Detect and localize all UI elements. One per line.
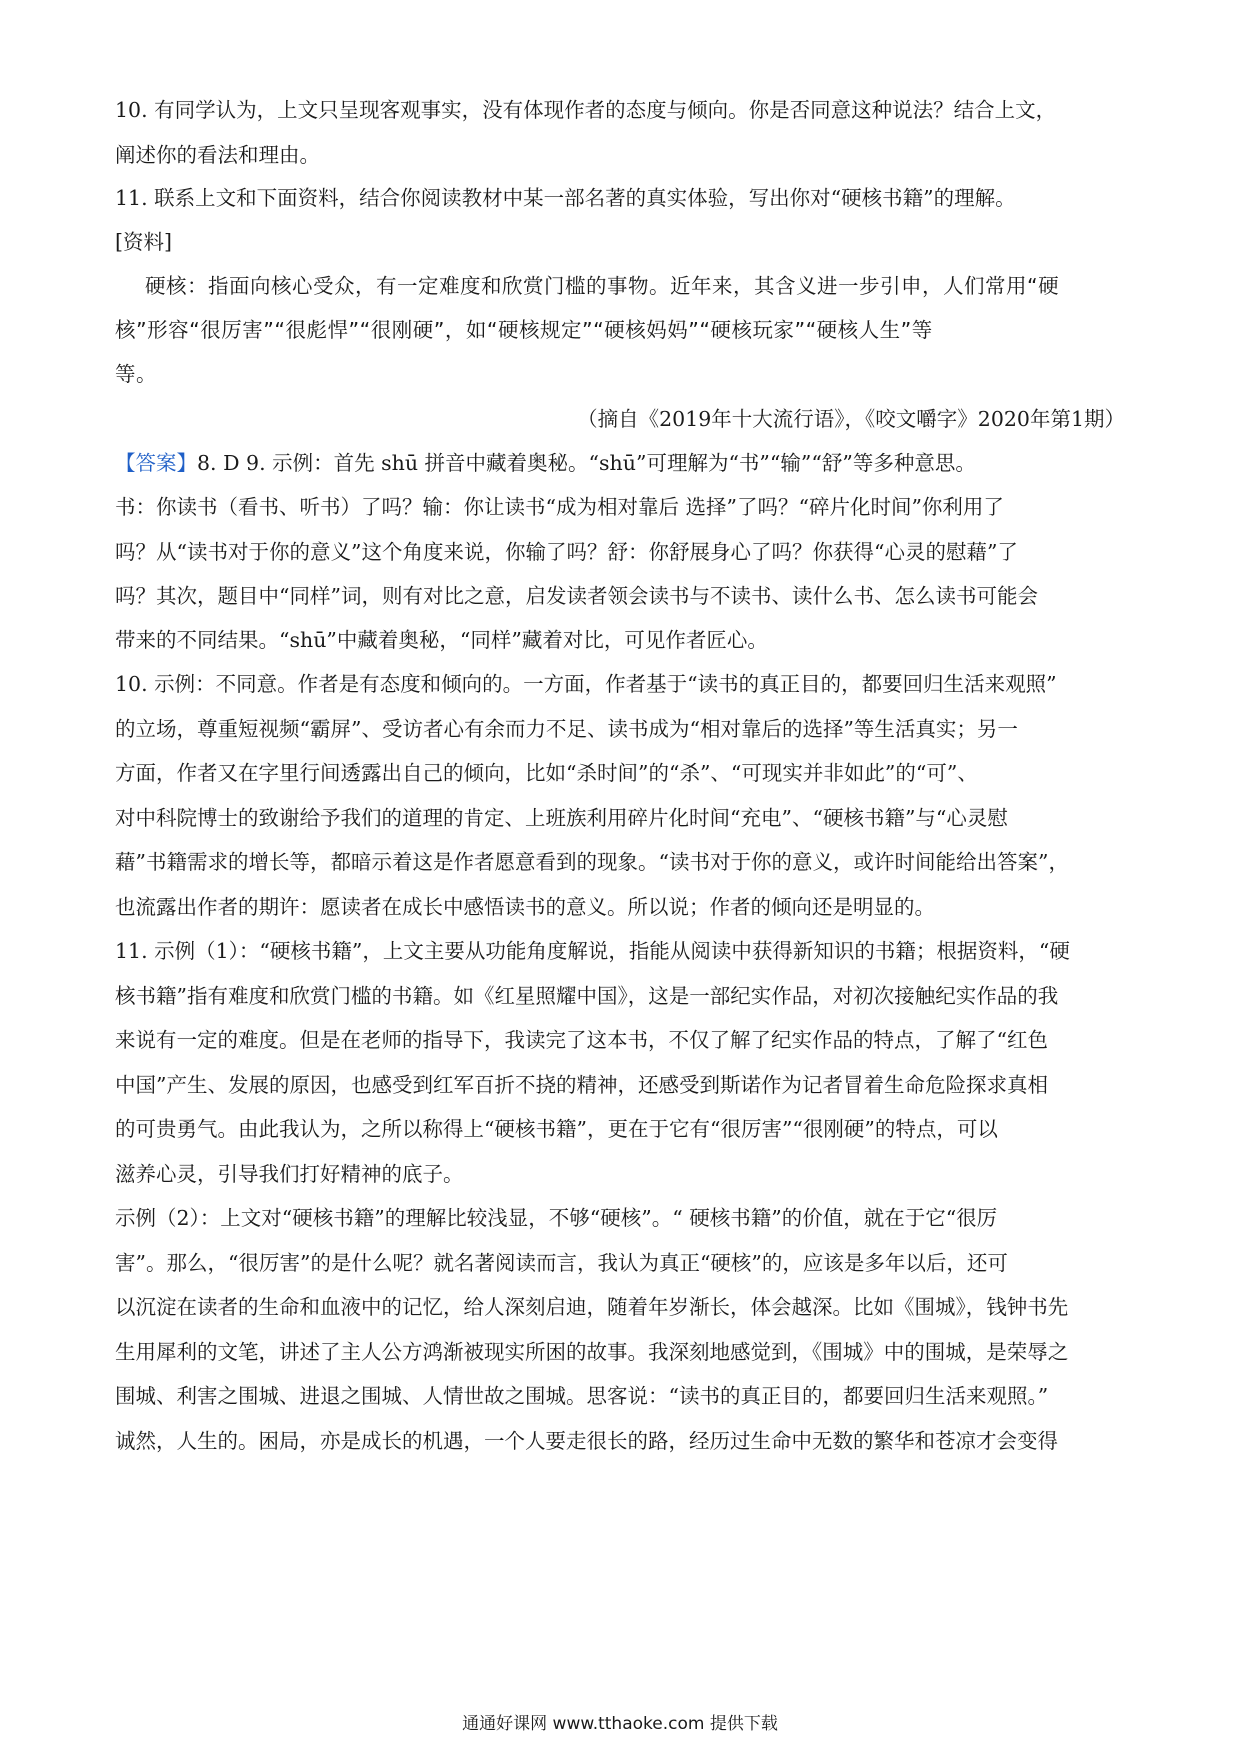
material-label: [资料]: [115, 230, 172, 254]
answer-10-line-3: 方面，作者又在字里行间透露出自己的倾向，比如“杀时间”的“杀”、“可现实并非如此”的“可”、: [115, 761, 978, 785]
answer-11-ex1-line-6: 滋养心灵，引导我们打好精神的底子。: [115, 1162, 464, 1186]
answer-11-ex2-line-5: 围城、利害之围城、进退之围城、人情世故之围城。思客说：“读书的真正目的，都要回归生活来观照。”: [115, 1384, 1049, 1408]
answer-10-line-2: 的立场，尊重短视频“霸屏”、受访者心有余而力不足、读书成为“相对靠后的选择”等生活真实；另一: [115, 717, 1018, 741]
answer-11-ex1-line-3: 来说有一定的难度。但是在老师的指导下，我读完了这本书，不仅了解了纪实作品的特点，了解了“红色: [115, 1028, 1048, 1052]
answer-line-3: 吗？从“读书对于你的意义”这个角度来说，你输了吗？舒：你舒展身心了吗？你获得“心灵的慰藉”了: [115, 540, 1018, 564]
material-line-3: 等。: [115, 362, 157, 386]
answer-line-1: [115, 449, 1130, 477]
material-line-1: 硬核：指面向核心受众，有一定难度和欣赏门槛的事物。近年来，其含义进一步引申，人们常用“硬: [145, 274, 1060, 298]
answer-11-ex1-line-2: 核书籍”指有难度和欣赏门槛的书籍。如《红星照耀中国》，这是一部纪实作品，对初次接触纪实作品的我: [115, 984, 1059, 1008]
answer-11-ex1-line-1: 11. 示例（1）：“硬核书籍”，上文主要从功能角度解说，指能从阅读中获得新知识的书籍；根据资料，“硬: [115, 939, 1070, 963]
answer-11-ex1-line-4: 中国”产生、发展的原因，也感受到红军百折不挠的精神，还感受到斯诺作为记者冒着生命危险探求真相: [115, 1073, 1048, 1097]
material-line-2: 核”形容“很厉害”“很彪悍”“很刚硬”，如“硬核规定”“硬核妈妈”“硬核玩家”“硬核人生”等: [115, 318, 933, 342]
answer-10-line-4: 对中科院博士的致谢给予我们的道理的肯定、上班族利用碎片化时间“充电”、“硬核书籍”与“心灵慰: [115, 806, 1008, 830]
answer-line-4: 吗？其次，题目中“同样”词，则有对比之意，启发读者领会读书与不读书、读什么书、怎么读书可能会: [115, 584, 1038, 608]
answer-10-line-6: 也流露出作者的期许：愿读者在成长中感悟读书的意义。所以说；作者的倾向还是明显的。: [115, 895, 935, 919]
question-11-line-1: 11. 联系上文和下面资料，结合你阅读教材中某一部名著的真实体验，写出你对“硬核书籍”的理解。: [115, 186, 1016, 210]
answer-11-ex2-line-4: 生用犀利的文笔，讲述了主人公方鸿渐被现实所困的故事。我深刻地感觉到，《围城》中的围城，是荣辱之: [115, 1340, 1069, 1364]
answer-11-ex1-line-5: 的可贵勇气。由此我认为，之所以称得上“硬核书籍”，更在于它有“很厉害”“很刚硬”的特点，可以: [115, 1117, 998, 1141]
answer-11-ex2-line-1: 示例（2）：上文对“硬核书籍”的理解比较浅显，不够“硬核”。“ 硬核书籍”的价值，就在于它“很厉: [115, 1206, 998, 1230]
answer-11-ex2-line-3: 以沉淀在读者的生命和血液中的记忆，给人深刻启迪，随着年岁渐长，体会越深。比如《围城》，钱钟书先: [115, 1295, 1069, 1319]
answer-tag: 【答案】: [115, 451, 197, 475]
answer-line-5: 带来的不同结果。“shū”中藏着奥秘，“同样”藏着对比，可见作者匠心。: [115, 628, 768, 652]
answer-10-line-1: 10. 示例：不同意。作者是有态度和倾向的。一方面，作者基于“读书的真正目的，都要回归生活来观照”: [115, 672, 1057, 696]
answer-line-2: 书：你读书（看书、听书）了吗？输：你让读书“成为相对靠后 选择”了吗？“碎片化时间”你利用了: [115, 495, 1004, 519]
question-10-line-2: 阐述你的看法和理由。: [115, 143, 320, 167]
answer-10-line-5: 藉”书籍需求的增长等，都暗示着这是作者愿意看到的现象。“读书对于你的意义，或许时间能给出答案”，: [115, 850, 1069, 874]
answer-11-ex2-line-2: 害”。那么，“很厉害”的是什么呢？就名著阅读而言，我认为真正“硬核”的，应该是多年以后，还可: [115, 1251, 1008, 1275]
page-footer: 通通好课网 www.tthaoke.com 提供下载: [462, 1714, 778, 1734]
answer-line-1-text: 8. D 9. 示例：首先 shū 拼音中藏着奥秘。“shū”可理解为“书”“输”“舒”等多种意思。: [197, 451, 976, 475]
material-source: （摘自《2019年十大流行语》，《咬文嚼字》2020年第1期）: [577, 407, 1125, 431]
answer-11-ex2-line-6: 诚然，人生的。困局，亦是成长的机遇，一个人要走很长的路，经历过生命中无数的繁华和苍凉才会变得: [115, 1429, 1058, 1453]
question-10-line-1: 10. 有同学认为，上文只呈现客观事实，没有体现作者的态度与倾向。你是否同意这种说法？结合上文，: [115, 98, 1057, 122]
